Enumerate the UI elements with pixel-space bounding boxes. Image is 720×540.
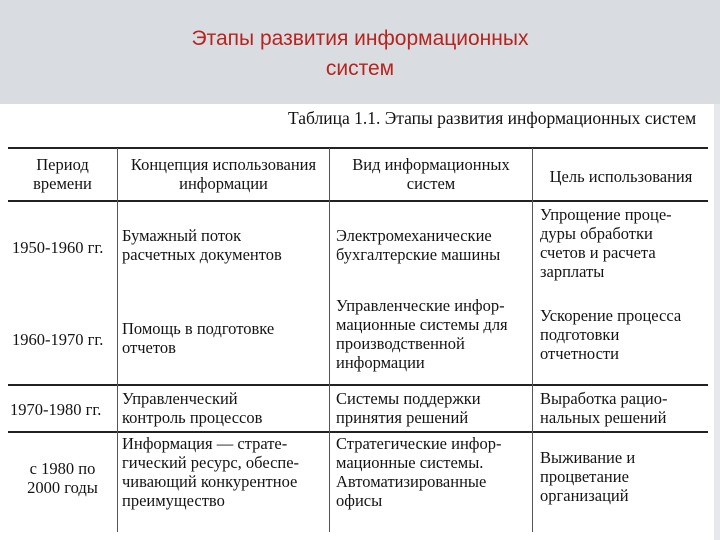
row3-type: Системы поддержки принятия решений	[336, 389, 481, 427]
header-concept: Концепция использования информации	[130, 155, 317, 193]
edge-bar	[714, 104, 720, 540]
col-divider-2	[329, 148, 330, 532]
row3-period: 1970-1980 гг.	[10, 400, 102, 419]
row4-period: с 1980 по 2000 годы	[27, 459, 98, 497]
slide-title: Этапы развития информационных систем	[191, 27, 529, 80]
row-divider-3	[8, 384, 708, 386]
row2-type: Управленческие инфор- мационные системы для производственной информации	[336, 296, 508, 372]
row1-goal: Упрощение проце- дуры обработки счетов и расчета зарплаты	[540, 205, 672, 281]
header-bottom-border	[8, 200, 708, 202]
row2-period: 1960-1970 гг.	[12, 330, 104, 349]
row4-type: Стратегические инфор- мационные системы. Автоматизированные офисы	[336, 434, 502, 510]
header-goal: Цель использования	[549, 167, 693, 186]
row4-concept: Информация — страте- гический ресурс, обеспе- чивающий конкурентное преимущество	[122, 434, 300, 510]
row3-concept: Управленческий контроль процессов	[122, 389, 263, 427]
row1-concept: Бумажный поток расчетных документов	[122, 226, 282, 264]
col-divider-1	[117, 148, 118, 532]
col-divider-3	[532, 148, 533, 532]
row4-goal: Выживание и процветание организаций	[540, 448, 636, 505]
row3-goal: Выработка рацио- нальных решений	[540, 389, 668, 427]
row2-goal: Ускорение процесса подготовки отчетности	[540, 306, 682, 363]
row-divider-2-left	[330, 291, 332, 292]
row1-period: 1950-1960 гг.	[12, 238, 104, 257]
row1-type: Электромеханические бухгалтерские машины	[336, 226, 501, 264]
table-caption: Таблица 1.1. Этапы развития информационных систем	[288, 108, 697, 128]
row-divider-4	[8, 431, 708, 433]
header-period: Период времени	[33, 155, 92, 193]
row2-concept: Помощь в подготовке отчетов	[122, 319, 275, 357]
table-top-border	[8, 147, 708, 149]
header-type: Вид информационных систем	[352, 155, 510, 193]
title-band	[0, 0, 720, 104]
